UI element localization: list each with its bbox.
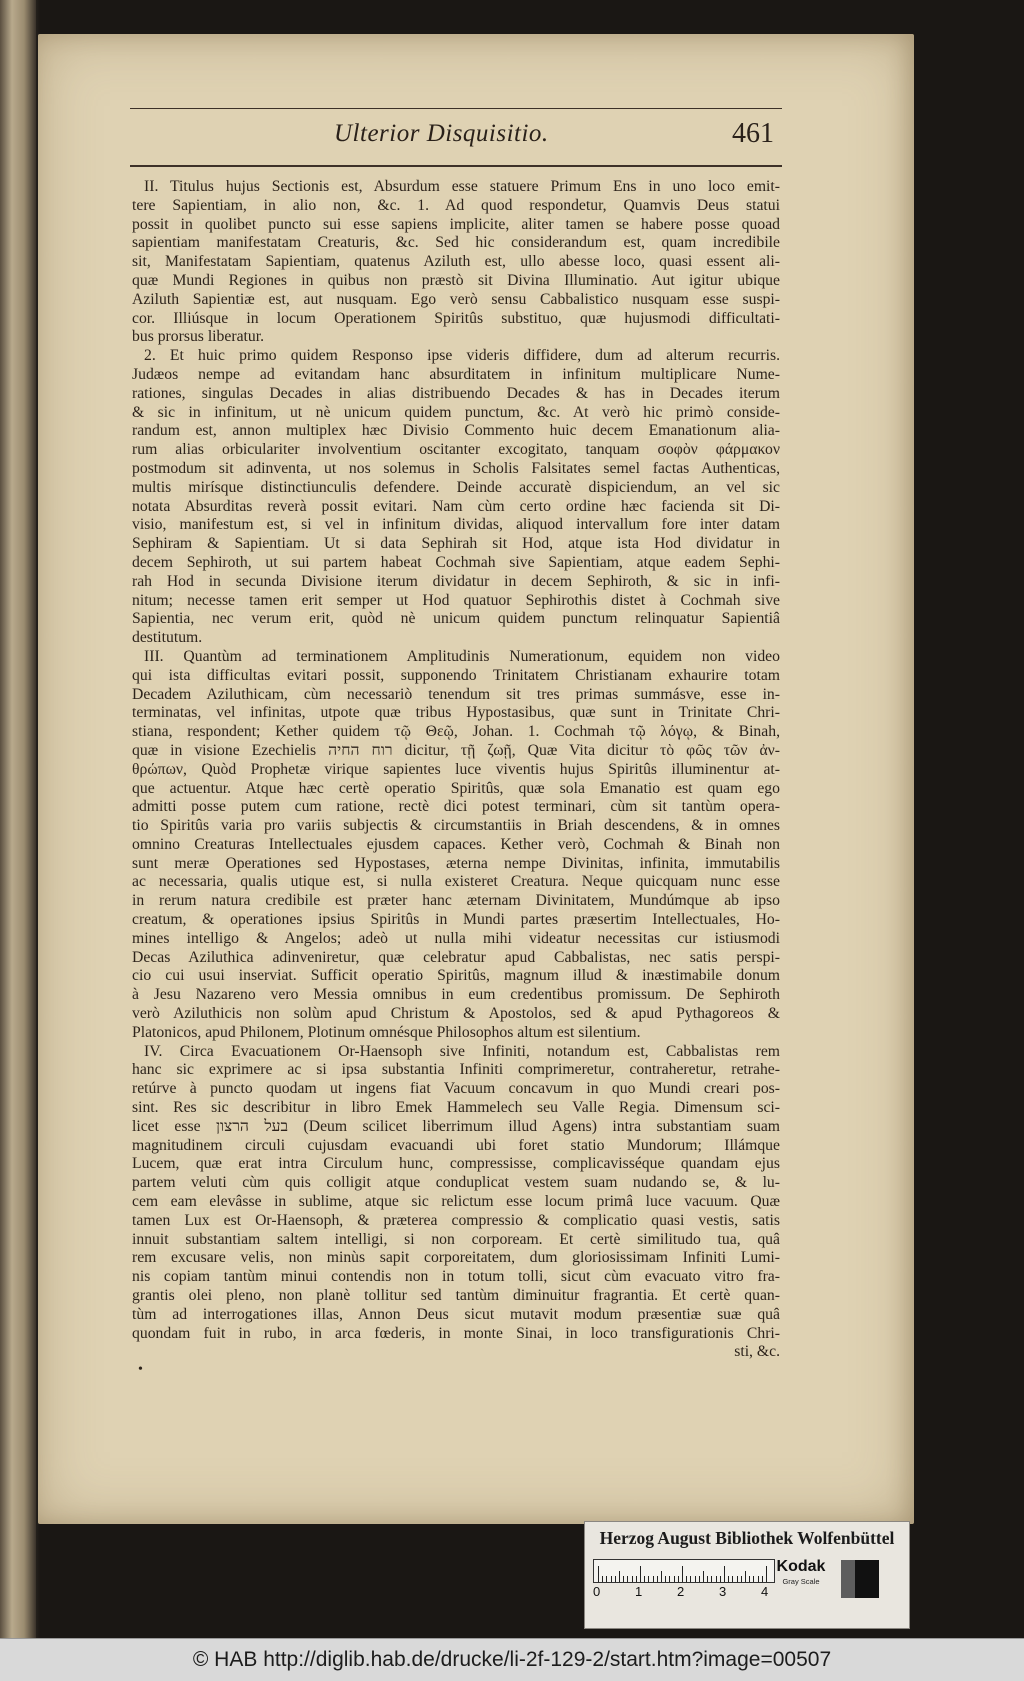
ruler-tick bbox=[707, 1576, 708, 1582]
ruler-tick bbox=[678, 1576, 679, 1582]
text-line: quondam fuit in rubo, in arca fœderis, in monte Sinai, in loco transfigurationis Chri- bbox=[132, 1324, 780, 1342]
text-line: sunt meræ Operationes sed Hypostases, æterna nempe Divinitas, infinita, immutabilis bbox=[132, 854, 780, 872]
ruler-tick bbox=[682, 1566, 683, 1582]
text-line: sint. Res sic describitur in libro Emek Hammelech seu Valle Regia. Dimensum sci- bbox=[132, 1099, 780, 1117]
text-line: tio Spiritûs varia pro variis subjectis & circumstantiis in Briah descendens, & in omnes bbox=[132, 817, 780, 835]
ruler-tick bbox=[749, 1576, 750, 1582]
ruler-tick bbox=[627, 1576, 628, 1582]
running-title: Ulterior Disquisitio. bbox=[334, 120, 549, 147]
text-line: hanc sic exprimere ac si ipsa substantia Infiniti comprimeretur, contraheretur, retrahe- bbox=[132, 1061, 780, 1079]
catchword: sti, &c. bbox=[734, 1343, 780, 1361]
kodak-logo: Kodak bbox=[776, 1558, 826, 1575]
text-line: IV. Circa Evacuationem Or-Haensoph sive Infiniti, notandum est, Cabbalistas rem bbox=[144, 1042, 780, 1060]
footer-credit bbox=[0, 1648, 1024, 1672]
text-line: Decas Aziluthica adinveniretur, quæ celebratur apud Cabbalistas, nec satis perspi- bbox=[132, 948, 780, 966]
text-line: partem veluti cùm quis colligit atque conduplicat vestem suam nudando se, & lu- bbox=[132, 1174, 780, 1192]
text-line: magnitudinem circuli cujusdam evacuandi ubi foret statio Mundorum; Illámque bbox=[132, 1136, 780, 1154]
ruler-tick bbox=[665, 1576, 666, 1582]
color-reference-card bbox=[584, 1521, 910, 1629]
ruler-tick bbox=[619, 1571, 620, 1582]
text-line: Decadem Aziluthicam, cùm necessariò tenendum sit tres primas summásve, esse in- bbox=[132, 685, 780, 703]
ruler-tick bbox=[711, 1576, 712, 1582]
text-line: bus prorsus liberatur. bbox=[132, 328, 265, 346]
ruler-tick bbox=[657, 1576, 658, 1582]
ruler-tick bbox=[728, 1576, 729, 1582]
text-line: quæ Mundi Regiones in quibus non præstò sit Divina Illuminatio. Aut igitur ubique bbox=[132, 271, 780, 289]
text-line: tùm ad interrogationes illas, Annon Deus sicut mutavit modum præsentiæ suæ quâ bbox=[132, 1305, 780, 1323]
ruler-tick bbox=[669, 1576, 670, 1582]
text-line: possit in quolibet puncto sui esse sapiens implicite, aliter tamen se habere posse quoad bbox=[132, 215, 780, 233]
ruler-number: 2 bbox=[677, 1584, 685, 1599]
text-line: quæ in visione Ezechielis רוח החיה dicitur, τῇ ζωῇ, Quæ Vita dicitur τὸ φῶς τῶν ἀν- bbox=[132, 741, 780, 759]
black-patch bbox=[855, 1560, 879, 1598]
text-line: destitutum. bbox=[132, 629, 203, 647]
text-line: & sic in infinitum, ut nè unicum quidem punctum, &c. At verò hic primò conside- bbox=[132, 403, 780, 421]
text-line: cio cui usui inserviat. Sufficit operatio Spiritûs, magnum illud & inæstimabile donum bbox=[132, 967, 780, 985]
ruler-tick bbox=[732, 1576, 733, 1582]
ruler-tick bbox=[623, 1576, 624, 1582]
text-line: tamen Lux est Or-Haensoph, & præterea compressio & complicatio quasi vestis, satis bbox=[132, 1211, 780, 1229]
ruler-tick bbox=[636, 1576, 637, 1582]
text-line: Aziluth Sapientiæ est, aut nusquam. Ego verò sensu Cabbalistico nusquam esse suspi- bbox=[132, 290, 780, 308]
ruler-tick bbox=[703, 1571, 704, 1582]
text-line: creatum, & operationes ipsius Spiritûs in Mundi partes præsertim Intellectuales, Ho- bbox=[132, 911, 780, 929]
text-line: nis copiam tantùm minui contendis non in totum tolli, sicut cùm evacuato vitro fra- bbox=[132, 1268, 780, 1286]
text-line: terminatas, vel infinitas, utpote quæ tribus Hypostasibus, quæ sunt in Trinitate Chri- bbox=[132, 704, 780, 722]
text-line: admitti posse putem cum ratione, rectè dici potest terminari, cùm sit tantùm opera- bbox=[132, 798, 780, 816]
text-line: grantis olei pleno, non planè tollitur sed tantùm diminuitur fragrantia. Et certè quan- bbox=[132, 1287, 780, 1305]
ruler-tick bbox=[695, 1576, 696, 1582]
text-line: innuit substantiam saltem intelligi, si non corpoream. Et certè similitudo tua, quâ bbox=[132, 1230, 780, 1248]
ruler-tick bbox=[741, 1576, 742, 1582]
ruler-tick bbox=[606, 1576, 607, 1582]
text-line: cem eam elevâsse in sublime, atque sic relictum esse locum primâ luce vacuum. Quæ bbox=[132, 1193, 780, 1211]
text-line: randum est, annon multiplex hæc Divisio Commento huic decem Emanationum alia- bbox=[132, 422, 780, 440]
ruler-tick bbox=[758, 1576, 759, 1582]
text-line: II. Titulus hujus Sectionis est, Absurdum esse statuere Primum Ens in uno loco emit- bbox=[144, 178, 780, 195]
ruler-tick bbox=[699, 1576, 700, 1582]
text-line: in rerum natura credibile est præter hanc æternam Divinitatem, Mundúmque ab ipso bbox=[132, 892, 780, 910]
ruler-tick bbox=[745, 1571, 746, 1582]
ruler-number: 0 bbox=[593, 1584, 601, 1599]
text-line: omnino Creaturas Intellectuales ejusdem capaces. Kether verò, Cochmah & Binah non bbox=[132, 835, 780, 853]
ruler-tick bbox=[611, 1576, 612, 1582]
text-line: notata Absurditas reverà possit evitari. Nam cùm certo ordine hæc facienda sit Di- bbox=[132, 497, 780, 515]
left-page-edge bbox=[0, 0, 36, 1638]
text-line: sapientiam manifestatam Creaturis, &c. Sed hic considerandum est, quam incredibile bbox=[132, 234, 780, 252]
text-line: visio, manifestum est, si vel in infinitum dividas, aliquod intervallum fore inter datam bbox=[132, 516, 780, 534]
ruler-tick bbox=[632, 1576, 633, 1582]
ruler-number: 1 bbox=[635, 1584, 643, 1599]
ruler-tick bbox=[762, 1576, 763, 1582]
text-line: rum alias orbiculariter involventium oscitanter excogitato, tanquam σοφὸν φάρμακον bbox=[132, 441, 780, 459]
margin-mark: • bbox=[138, 1362, 143, 1377]
text-line: Sephiram & Sapientiam. Ut si data Sephirah sit Hod, atque ista Hod dividatur in bbox=[132, 535, 780, 553]
text-line: stiana, respondent; Kether quidem τῷ Θεῷ, Johan. 1. Cochmah τῷ λόγῳ, & Binah, bbox=[132, 723, 780, 741]
kodak-subtitle: Gray Scale bbox=[782, 1577, 820, 1586]
text-line: sit, Manifestatam Sapientiam, quatenus Aziluth est, ullo abesse loco, quasi essent ali- bbox=[132, 253, 780, 271]
ruler-tick bbox=[598, 1566, 599, 1582]
text-line: nitum; necesse tamen erit semper ut Hod quatuor Sephirothis distet à Cochmah sive bbox=[132, 591, 780, 609]
text-line: retúrve à puncto quodam ut ingens fiat Vacuum concavum in quo Mundi creari pos- bbox=[132, 1080, 780, 1098]
footer-link[interactable]: © HAB http://diglib.hab.de/drucke/li-2f-129-2/start.htm?image=00507 bbox=[192, 1648, 832, 1671]
ruler-numbers bbox=[589, 1584, 779, 1602]
body-text bbox=[132, 178, 780, 1362]
text-line: ac necessaria, qualis utique est, si nulla existeret Creatura. Neque quicquam nunc esse bbox=[132, 873, 780, 891]
ruler-tick bbox=[716, 1576, 717, 1582]
text-line: postmodum sit adinventa, ut nos solemus in Scholis Falsitates semel factas Authenticas, bbox=[132, 459, 780, 477]
text-line: Sapientia, nec verum erit, quòd nè unicum quidem punctum relinquatur Sapientiâ bbox=[132, 610, 780, 628]
text-line: licet esse בעל הרצון (Deum scilicet liberrimum illud Agens) intra substantiam suam bbox=[132, 1117, 780, 1135]
ruler-number: 3 bbox=[719, 1584, 727, 1599]
text-line: III. Quantùm ad terminationem Amplitudinis Numerationum, equidem non video bbox=[144, 647, 780, 665]
ruler-tick bbox=[644, 1576, 645, 1582]
text-line: mines intelligo & Angelos; adeò ut nulla mihi videatur necessitas cur istiusmodi bbox=[132, 929, 780, 947]
text-line: rationes, singulas Decades in alias distribuendo Decades & has in Decades iterum bbox=[132, 384, 780, 402]
ruler-tick bbox=[690, 1576, 691, 1582]
ruler-tick bbox=[724, 1566, 725, 1582]
text-line: rem excusare velis, non minùs sapit corporeitatem, dum gloriosissimam Infiniti Lumi- bbox=[132, 1249, 780, 1267]
text-line: multis mirísque distinctiunculis defendere. Deinde accuratè dispiciendum, an vel sic bbox=[132, 478, 780, 496]
text-line: Judæos nempe ad evitandam hanc absurditatem in infinitum multiplicare Nume- bbox=[132, 365, 780, 383]
text-line: que actuentur. Atque hæc certè operatio Spiritûs, quæ sola Emanatio est quam ego bbox=[132, 779, 780, 797]
ruler-tick bbox=[686, 1576, 687, 1582]
text-line: à Jesu Nazareno vero Messia omnibus in eum credentibus promissum. De Sephiroth bbox=[132, 986, 780, 1004]
ruler-tick bbox=[737, 1576, 738, 1582]
ruler-tick bbox=[766, 1566, 767, 1582]
text-line: decem Sephiroth, ut sui partem habeat Cochmah sive Sapientiam, atque eadem Sephi- bbox=[132, 553, 780, 571]
text-line: cor. Illiúsque in locum Operationem Spiritûs substituo, quæ hujusmodi difficultati- bbox=[132, 309, 780, 327]
text-line: Platonicos, apud Philonem, Plotinum omnésque Philosophos altum est silentium. bbox=[132, 1023, 641, 1041]
ruler-number: 4 bbox=[761, 1584, 769, 1599]
ruler-tick bbox=[648, 1576, 649, 1582]
ruler-tick bbox=[640, 1566, 641, 1582]
text-line: verò Aziluthicis non solùm apud Christum & Apostolos, sed & apud Pythagoreos & bbox=[132, 1005, 780, 1023]
gray-patch bbox=[841, 1560, 855, 1598]
ruler-tick bbox=[720, 1576, 721, 1582]
ruler-tick bbox=[674, 1576, 675, 1582]
page-number: 461 bbox=[732, 118, 774, 149]
text-line: qui ista difficultas evitari possit, supponendo Trinitatem Christianam exhaurire totam bbox=[132, 666, 780, 684]
header-rule-top bbox=[130, 108, 782, 109]
book-page bbox=[38, 34, 914, 1524]
card-title: Herzog August Bibliothek Wolfenbüttel bbox=[599, 1528, 895, 1548]
ruler-tick bbox=[653, 1576, 654, 1582]
ruler-tick bbox=[615, 1576, 616, 1582]
text-line: Lucem, quæ erat intra Circulum hunc, compressisse, complicavisséque quandam ejus bbox=[132, 1155, 780, 1173]
footer-bar bbox=[0, 1638, 1024, 1681]
text-line: tere Sapientiam, in alio non, &c. 1. Ad quod respondetur, Quamvis Deus statui bbox=[132, 196, 780, 214]
ruler-tick bbox=[661, 1571, 662, 1582]
ruler-tick bbox=[753, 1576, 754, 1582]
text-line: rah Hod in secunda Divisione iterum dividatur in decem Sephiroth, & sic in infi- bbox=[132, 572, 780, 590]
ruler-tick bbox=[602, 1576, 603, 1582]
header-rule-bottom bbox=[130, 165, 782, 167]
text-line: θρώπων, Quòd Prophetæ virique sapientes luce viventis hujus Spiritûs illuminentur at- bbox=[132, 760, 780, 778]
ruler-scale bbox=[593, 1559, 775, 1583]
text-line: 2. Et huic primo quidem Responso ipse videris diffidere, dum ad alterum recurris. bbox=[144, 347, 780, 365]
